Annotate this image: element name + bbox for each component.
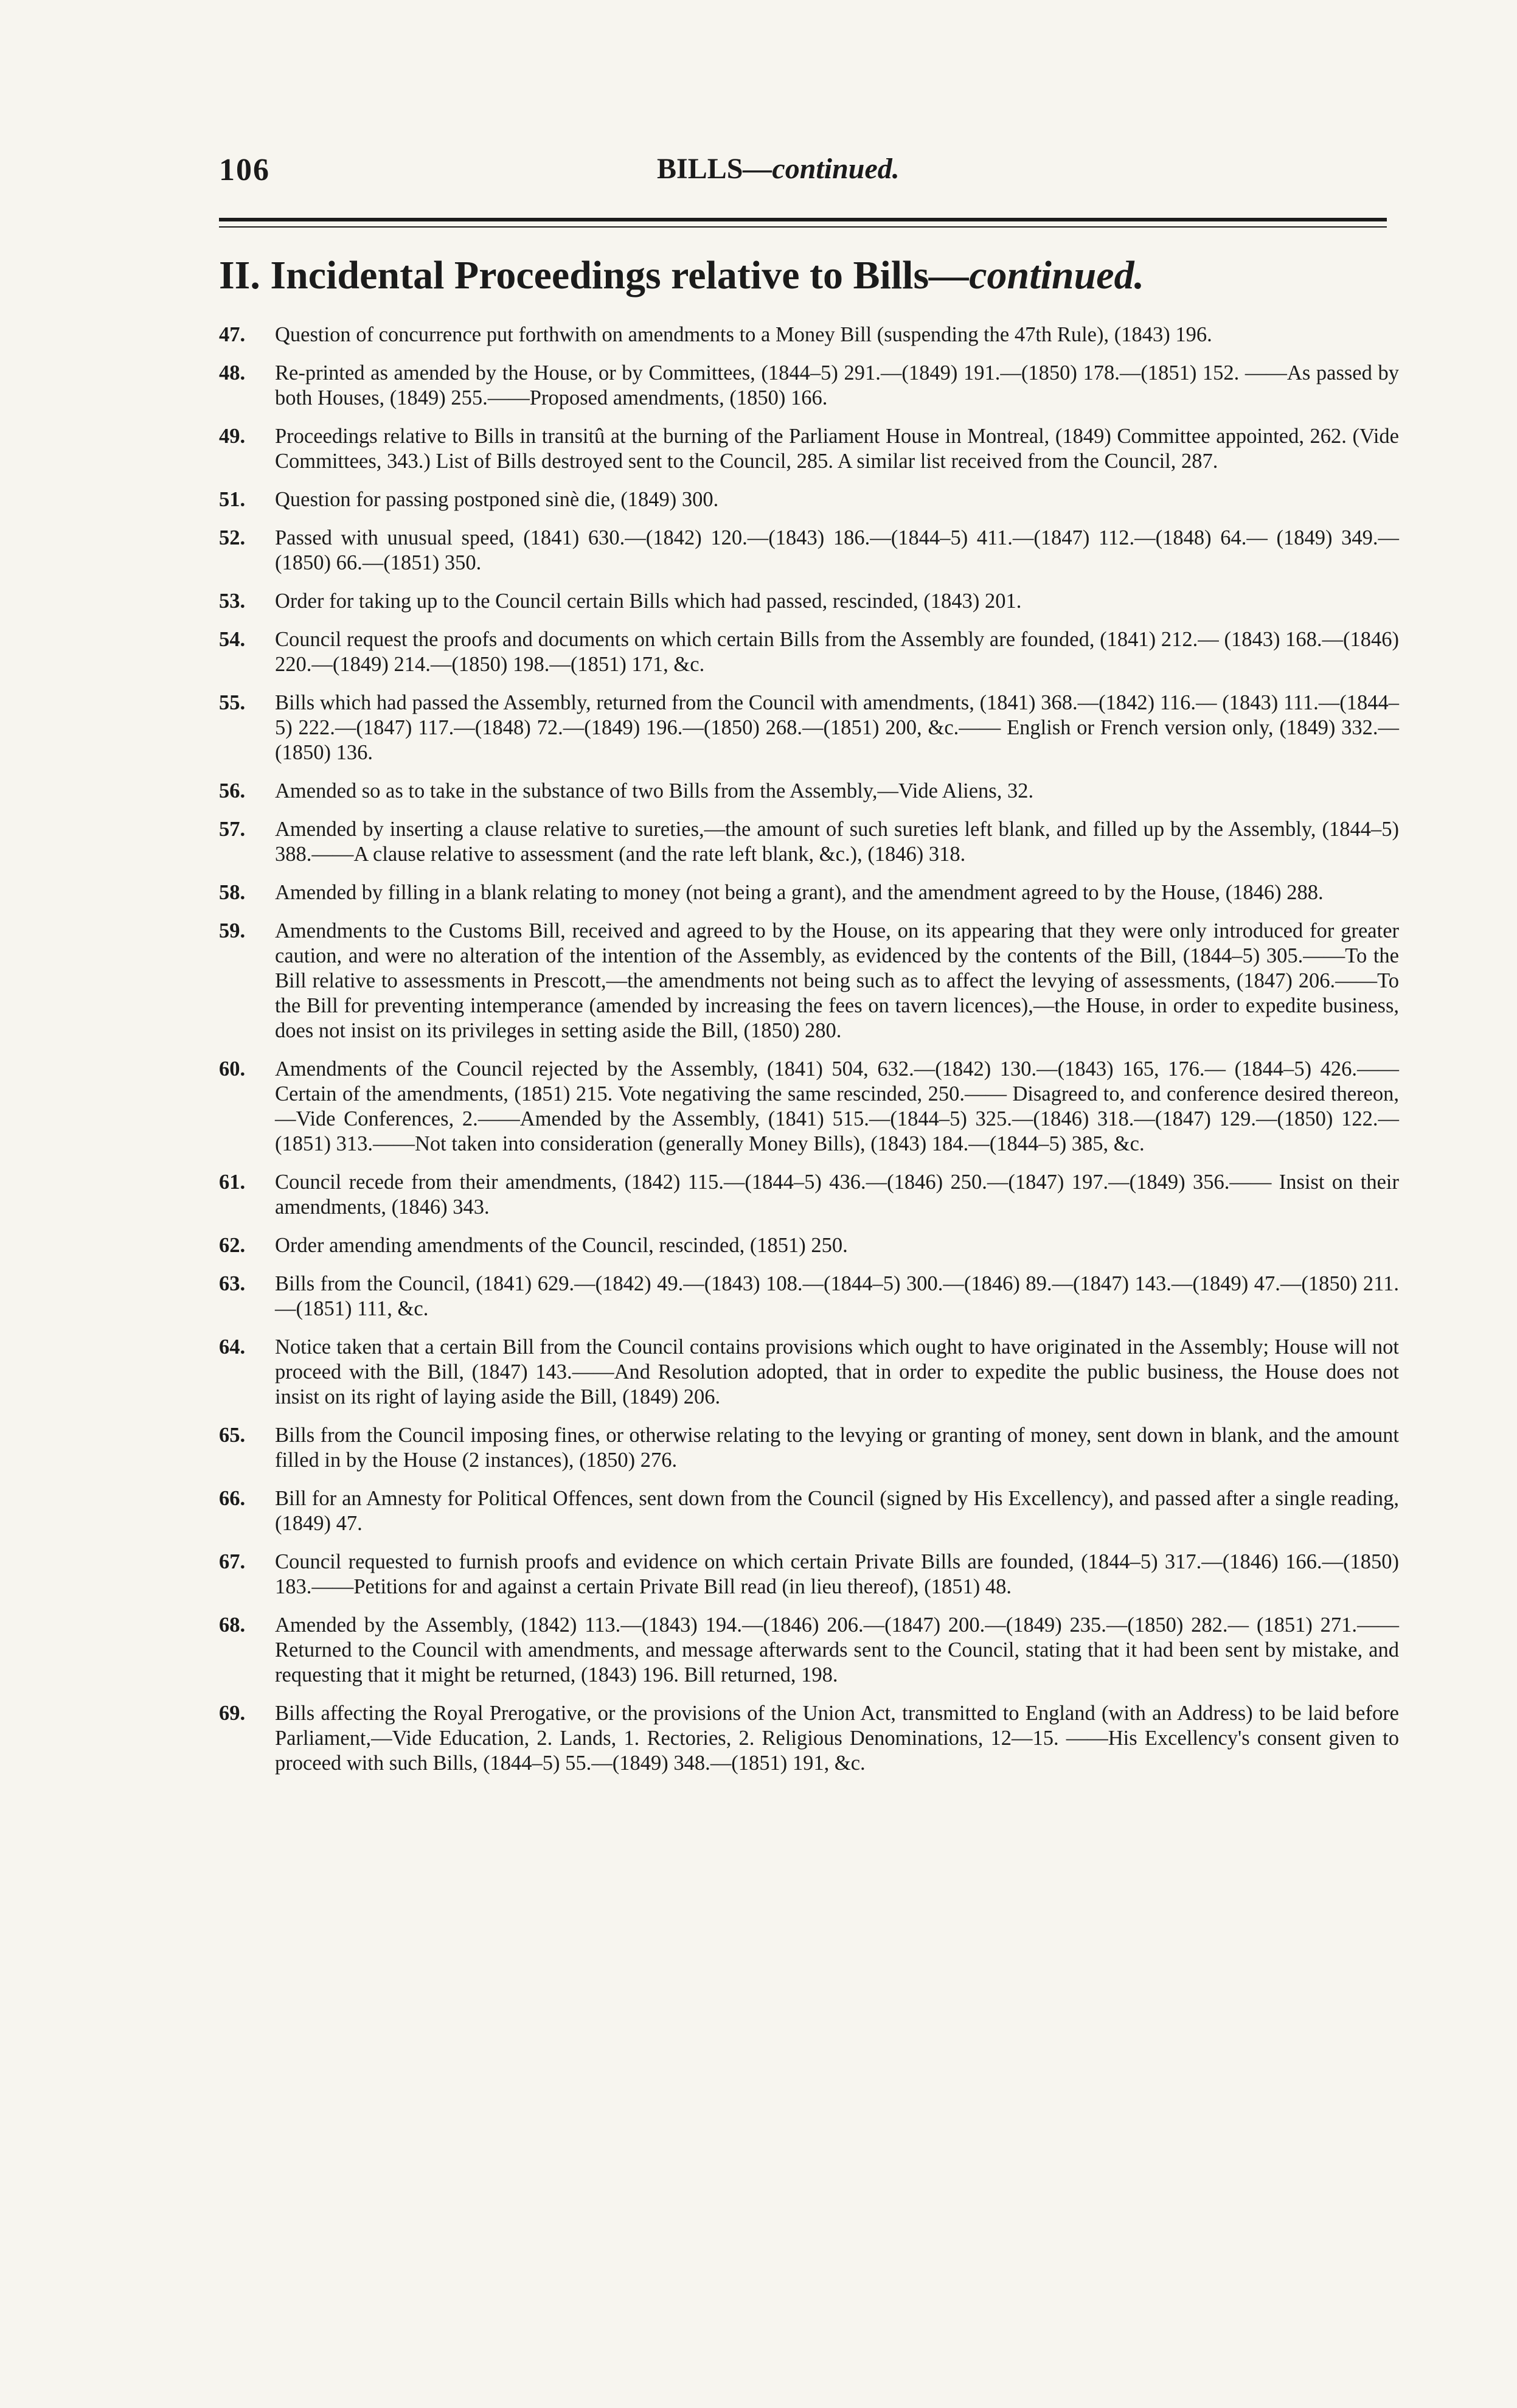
entry-number: 56. — [219, 779, 246, 802]
entry-number: 63. — [219, 1272, 246, 1295]
entry-number: 66. — [219, 1487, 246, 1510]
entry-text: Amended by the Assembly, (1842) 113.—(1843) 194.—(1846) 206.—(1847) 200.—(1849) 235.—(1850) 282.— (1851) 271.——Returned to the Council with amendments, and message afterwards sent to the Council, stating that it had been sent by mistake, and requesting that it might be returned, (1843) 196. Bill returned, 198. — [275, 1613, 1399, 1686]
page-number: 106 — [219, 153, 270, 187]
list-item — [219, 817, 1399, 867]
entry-text: Notice taken that a certain Bill from the Council contains provisions which ought to have originated in the Assembly; House will not proceed with the Bill, (1847) 143.——And Resolution adopted, that in order to expedite the public business, the House does not insist on its right of laying aside the Bill, (1849) 206. — [275, 1335, 1399, 1408]
entry-text: Bills from the Council, (1841) 629.—(1842) 49.—(1843) 108.—(1844–5) 300.—(1846) 89.—(1847) 143.—(1849) 47.—(1850) 211.—(1851) 111, &c. — [275, 1272, 1399, 1320]
list-item — [219, 589, 1399, 614]
entry-number: 60. — [219, 1057, 246, 1080]
running-head — [657, 152, 900, 186]
running-title: BILLS — [657, 153, 743, 185]
entry-text: Re-printed as amended by the House, or by Committees, (1844–5) 291.—(1849) 191.—(1850) 178.—(1851) 152. ——As passed by both Houses, (1849) 255.——Proposed amendments, (1850) 166. — [275, 361, 1399, 409]
entry-number: 51. — [219, 488, 246, 511]
entry-text: Order for taking up to the Council certain Bills which had passed, rescinded, (1843) 201. — [275, 590, 1022, 613]
entry-text: Amendments of the Council rejected by the Assembly, (1841) 504, 632.—(1842) 130.—(1843) 165, 176.— (1844–5) 426.——Certain of the amendments, (1851) 215. Vote negativing the same rescinded, 250.—— Disagreed to, and conference desired thereon,—Vide Conferences, 2.——Amended by the Assembly, (1841) 515.—(1844–5) 325.—(1846) 318.—(1847) 129.—(1850) 122.—(1851) 313.——Not taken into consideration (generally Money Bills), (1843) 184.—(1844–5) 385, &c. — [275, 1057, 1399, 1155]
entry-text: Passed with unusual speed, (1841) 630.—(1842) 120.—(1843) 186.—(1844–5) 411.—(1847) 112.—(1848) 64.— (1849) 349.—(1850) 66.—(1851) 350. — [275, 526, 1399, 574]
entry-number: 59. — [219, 919, 246, 942]
entry-list — [219, 322, 1399, 1789]
entry-text: Bills affecting the Royal Prerogative, or the provisions of the Union Act, transmitted to England (with an Address) to be laid before Parliament,—Vide Education, 2. Lands, 1. Rectories, 2. Religious Denominations, 12—15. ——His Excellency's consent given to proceed with such Bills, (1844–5) 55.—(1849) 348.—(1851) 191, &c. — [275, 1702, 1399, 1775]
list-item — [219, 361, 1399, 411]
entry-number: 49. — [219, 425, 246, 448]
entry-text: Bill for an Amnesty for Political Offences, sent down from the Council (signed by His Excellency), and passed after a single reading, (1849) 47. — [275, 1487, 1399, 1535]
entry-number: 57. — [219, 818, 246, 841]
section-title — [219, 252, 1387, 299]
entry-number: 69. — [219, 1702, 246, 1725]
list-item — [219, 1701, 1399, 1776]
entry-text: Question of concurrence put forthwith on amendments to a Money Bill (suspending the 47th Rule), (1843) 196. — [275, 323, 1212, 346]
entry-number: 54. — [219, 628, 246, 651]
entry-text: Amended by inserting a clause relative to sureties,—the amount of such sureties left blank, and filled up by the Assembly, (1844–5) 388.——A clause relative to assessment (and the rate left blank, &c.), (1846) 318. — [275, 818, 1399, 866]
list-item — [219, 1335, 1399, 1410]
entry-text: Question for passing postponed sinè die, (1849) 300. — [275, 488, 719, 511]
list-item — [219, 322, 1399, 347]
entry-text: Council requested to furnish proofs and evidence on which certain Private Bills are founded, (1844–5) 317.—(1846) 166.—(1850) 183.——Petitions for and against a certain Private Bill read (in lieu thereof), (1851) 48. — [275, 1550, 1399, 1598]
list-item — [219, 1423, 1399, 1473]
list-item — [219, 627, 1399, 677]
section-continued: —continued. — [929, 253, 1145, 298]
entry-number: 53. — [219, 590, 246, 613]
entry-number: 62. — [219, 1234, 246, 1257]
entry-number: 67. — [219, 1550, 246, 1573]
entry-number: 68. — [219, 1613, 246, 1637]
list-item — [219, 1550, 1399, 1599]
entry-number: 48. — [219, 361, 246, 385]
list-item — [219, 487, 1399, 512]
page-header — [219, 152, 1387, 201]
list-item — [219, 424, 1399, 474]
list-item — [219, 1613, 1399, 1688]
entry-text: Council recede from their amendments, (1842) 115.—(1844–5) 436.—(1846) 250.—(1847) 197.—(1849) 356.—— Insist on their amendments, (1846) 343. — [275, 1171, 1399, 1219]
entry-number: 52. — [219, 526, 246, 549]
entry-text: Order amending amendments of the Council, rescinded, (1851) 250. — [275, 1234, 848, 1257]
list-item — [219, 1057, 1399, 1157]
entry-number: 47. — [219, 323, 246, 346]
list-item — [219, 880, 1399, 905]
entry-number: 65. — [219, 1424, 246, 1447]
list-item — [219, 779, 1399, 804]
list-item — [219, 1272, 1399, 1321]
list-item — [219, 691, 1399, 765]
entry-number: 64. — [219, 1335, 246, 1359]
entry-number: 61. — [219, 1171, 246, 1194]
list-item — [219, 1486, 1399, 1536]
entry-text: Bills which had passed the Assembly, returned from the Council with amendments, (1841) 368.—(1842) 116.— (1843) 111.—(1844–5) 222.—(1847) 117.—(1848) 72.—(1849) 196.—(1850) 268.—(1851) 200, &c.—— English or French version only, (1849) 332.—(1850) 136. — [275, 691, 1399, 764]
entry-text: Amendments to the Customs Bill, received and agreed to by the House, on its appearing that they were only introduced for greater caution, and were no alteration of the intention of the Assembly, as evidenced by the contents of the Bill, (1844–5) 305.——To the Bill relative to assessments in Prescott,—the amendments not being such as to affect the levying of assessments, (1847) 206.——To the Bill for preventing intemperance (amended by increasing the fees on tavern licences),—the House, in order to expedite business, does not insist on its privileges in setting aside the Bill, (1850) 280. — [275, 919, 1399, 1042]
header-rule-thin — [219, 226, 1387, 228]
entry-number: 58. — [219, 881, 246, 904]
section-title-text: II. Incidental Proceedings relative to Bills — [219, 253, 929, 298]
entry-text: Bills from the Council imposing fines, or otherwise relating to the levying or granting of money, sent down in blank, and the amount filled in by the House (2 instances), (1850) 276. — [275, 1424, 1399, 1472]
entry-number: 55. — [219, 691, 246, 714]
list-item — [219, 1233, 1399, 1258]
running-continued: —continued. — [743, 153, 900, 185]
list-item — [219, 1170, 1399, 1220]
entry-text: Amended by filling in a blank relating to money (not being a grant), and the amendment agreed to by the House, (1846) 288. — [275, 881, 1324, 904]
entry-text: Council request the proofs and documents on which certain Bills from the Assembly are founded, (1841) 212.— (1843) 168.—(1846) 220.—(1849) 214.—(1850) 198.—(1851) 171, &c. — [275, 628, 1399, 676]
header-rule-thick — [219, 218, 1387, 221]
entry-text: Amended so as to take in the substance of two Bills from the Assembly,—Vide Aliens, 32. — [275, 779, 1034, 802]
list-item — [219, 919, 1399, 1043]
list-item — [219, 526, 1399, 576]
entry-text: Proceedings relative to Bills in transitû at the burning of the Parliament House in Montreal, (1849) Committee appointed, 262. (Vide Committees, 343.) List of Bills destroyed sent to the Council, 285. A similar list received from the Council, 287. — [275, 425, 1399, 473]
